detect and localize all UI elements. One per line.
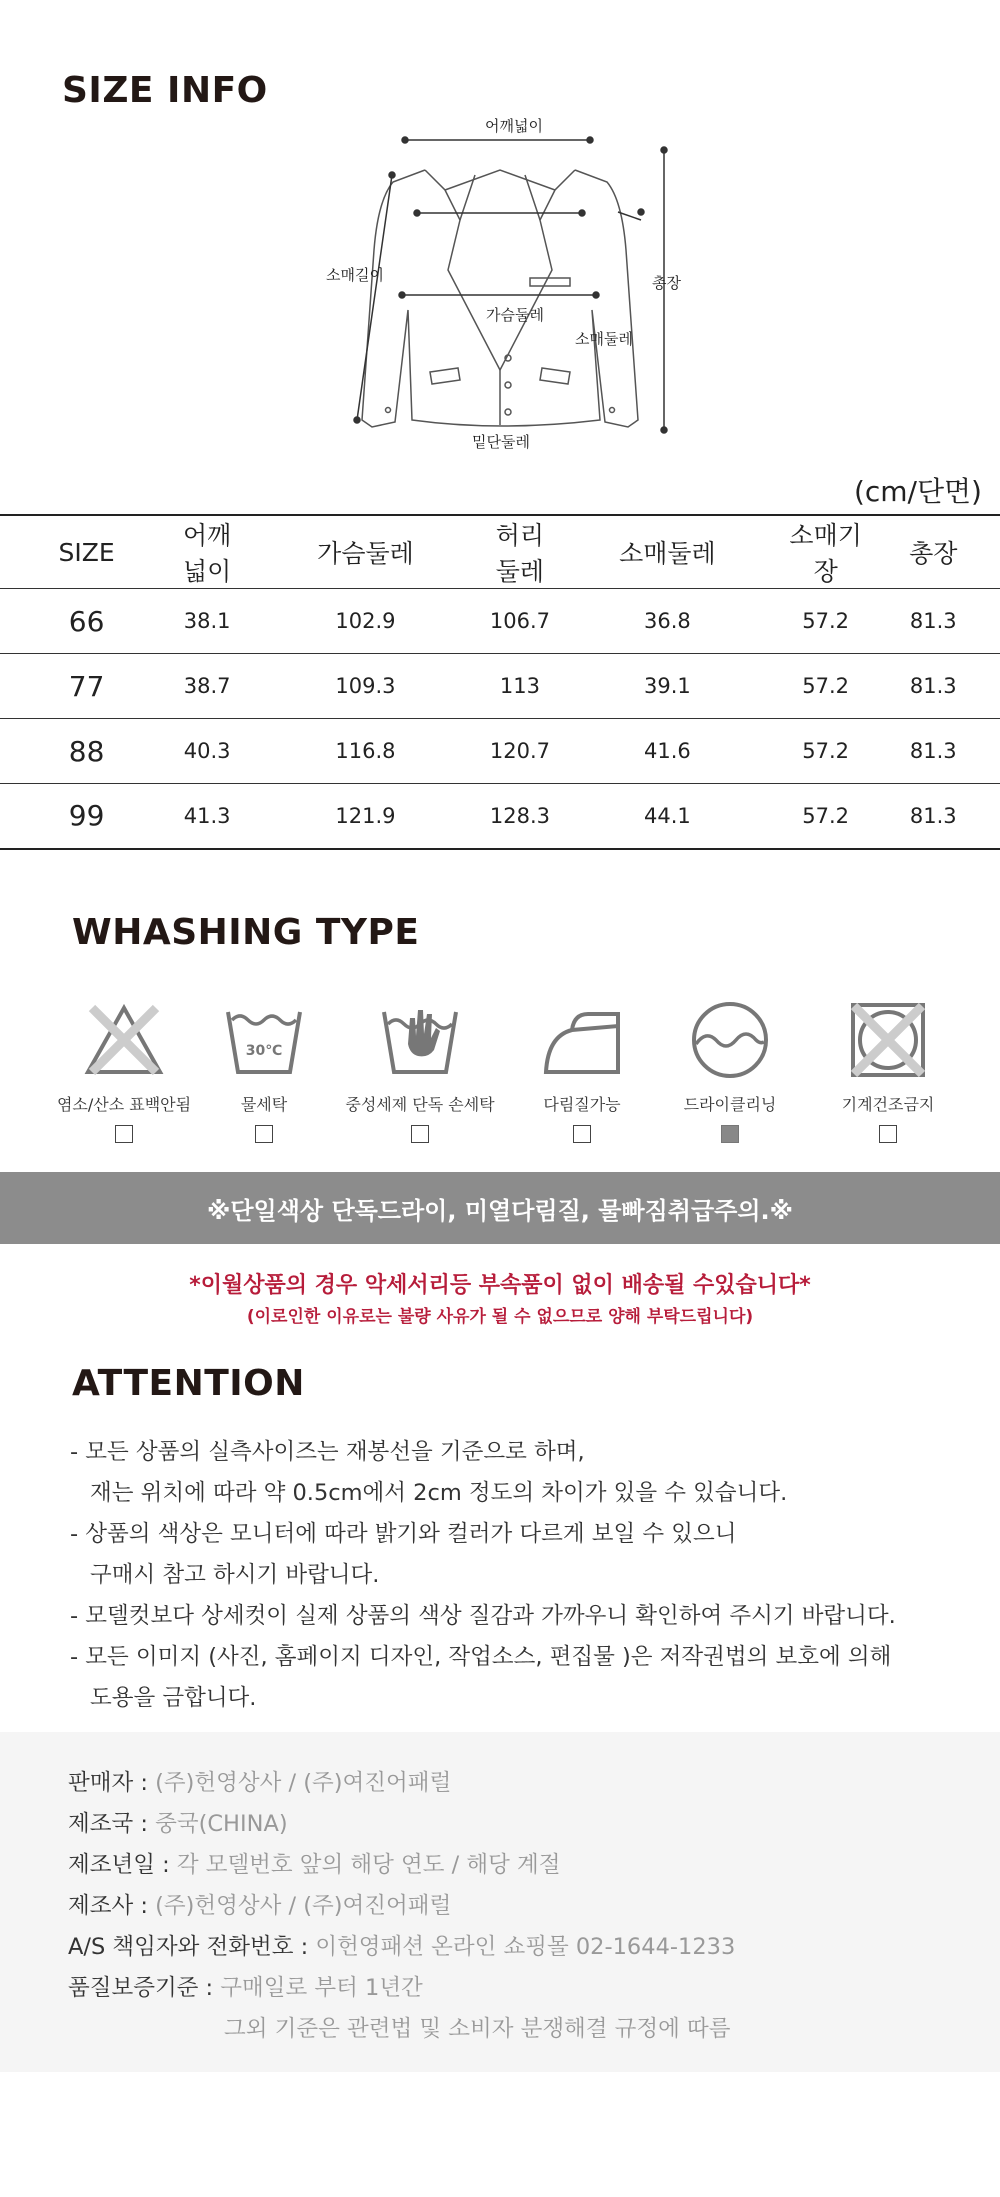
iron-icon [542,1000,622,1080]
wash-label: 중성세제 단독 손세탁 [345,1095,495,1114]
wash-checkbox [879,1125,897,1143]
table-cell: 57.2 [785,589,867,654]
unit-label: (cm/단면) [853,475,982,508]
seller-row [68,1765,451,1797]
quality-row-2 [224,2011,731,2043]
wash-label: 기계건조금지 [841,1095,935,1114]
as-value: 이헌영패션 온라인 쇼핑몰 02-1644-1233 [315,1934,736,1960]
table-cell: 106.7 [490,589,550,654]
maker-row [68,1888,451,1920]
header-waist: 허리둘레 [490,515,550,589]
country-value: 중국(CHINA) [155,1811,288,1837]
quality-key: 품질보증기준 : [68,1975,221,2001]
wash-checkbox [115,1125,133,1143]
header-size: SIZE [0,515,173,589]
wash-checkbox [255,1125,273,1143]
table-cell: 57.2 [785,784,867,849]
attention-list [70,1432,990,1719]
table-cell: 116.8 [241,719,490,784]
size-table-header-row [0,515,1000,589]
attention-line: - 모든 상품의 실측사이즈는 재봉선을 기준으로 하며, [70,1439,585,1465]
attention-line: 도용을 금합니다. [90,1685,257,1711]
wash-checkbox [573,1125,591,1143]
country-key: 제조국 : [68,1811,156,1837]
quality-row [68,1970,423,2002]
wash-checkbox-checked [721,1125,739,1143]
date-row [68,1847,561,1879]
wash-item-dry-clean [650,1000,810,1160]
table-row [0,719,1000,784]
no-bleach-icon [84,1000,164,1080]
table-cell: 40.3 [173,719,241,784]
quality-value-2: 그외 기준은 관련법 및 소비자 분쟁해결 규정에 따름 [224,2016,731,2042]
table-cell: 121.9 [241,784,490,849]
table-cell: 88 [0,719,173,784]
wash-temp-text: 30℃ [245,1043,283,1059]
table-row [0,784,1000,849]
table-cell: 57.2 [785,654,867,719]
wash-label: 다림질가능 [543,1095,621,1114]
jacket-illustration-icon [300,130,700,460]
wash-item-water-wash [184,1000,344,1160]
wash-label: 드라이클리닝 [683,1095,777,1114]
table-row [0,654,1000,719]
table-cell: 120.7 [490,719,550,784]
attention-line: 재는 위치에 따라 약 0.5cm에서 2cm 정도의 차이가 있을 수 있습니다. [90,1480,788,1506]
table-cell: 102.9 [241,589,490,654]
header-total-length: 총장 [867,515,1000,589]
dry-clean-icon [690,1000,770,1080]
table-cell: 41.6 [550,719,785,784]
hem-label: 밑단둘레 [472,433,530,451]
sleeve-length-label: 소매길이 [326,266,384,284]
table-cell: 36.8 [550,589,785,654]
maker-value: (주)헌영상사 / (주)여진어패럴 [155,1893,452,1919]
table-cell: 109.3 [241,654,490,719]
seller-key: 판매자 : [68,1770,156,1796]
jacket-size-diagram [300,117,700,460]
table-cell: 81.3 [867,719,1000,784]
table-cell: 41.3 [173,784,241,849]
attention-line: 구매시 참고 하시기 바랍니다. [90,1562,380,1588]
wash-label: 물세탁 [240,1095,288,1114]
wash-item-iron [502,1000,662,1160]
product-info-box [0,1732,1000,2072]
shoulder-label: 어깨넓이 [485,117,543,135]
sleeve-width-label: 소매둘레 [575,330,633,348]
table-cell: 81.3 [867,589,1000,654]
as-row [68,1929,735,1961]
care-notice-bar: ※단일색상 단독드라이, 미열다림질, 물빠짐취급주의.※ [0,1172,1000,1244]
header-shoulder: 어깨넓이 [173,515,241,589]
table-cell: 57.2 [785,719,867,784]
table-cell: 39.1 [550,654,785,719]
total-length-label: 총장 [652,274,681,292]
seller-value: (주)헌영상사 / (주)여진어패럴 [155,1770,452,1796]
table-cell: 66 [0,589,173,654]
no-tumble-dry-icon [848,1000,928,1080]
wash-item-no-tumble-dry [808,1000,968,1160]
wash-label: 염소/산소 표백안됨 [56,1095,192,1114]
table-row [0,589,1000,654]
table-cell: 81.3 [867,654,1000,719]
wash-item-hand-wash [340,1000,500,1160]
header-sleeve-width: 소매둘레 [550,515,785,589]
as-key: A/S 책임자와 전화번호 : [68,1934,316,1960]
hand-wash-icon [380,1000,460,1080]
washing-title: WHASHING TYPE [72,912,420,953]
table-cell: 99 [0,784,173,849]
table-cell: 38.7 [173,654,241,719]
table-cell: 77 [0,654,173,719]
warning-line-1: *이월상품의 경우 악세서리등 부속품이 없이 배송될 수있습니다* [189,1273,811,1298]
quality-value: 구매일로 부터 1년간 [220,1975,423,2001]
warning-line-2: (이로인한 이유로는 불량 사유가 될 수 없으므로 양해 부탁드립니다) [246,1307,754,1327]
wash-item-no-bleach [44,1000,204,1160]
water-wash-30-icon [224,1000,304,1080]
attention-line: - 상품의 색상은 모니터에 따라 밝기와 컬러가 다르게 보일 수 있으니 [70,1521,737,1547]
attention-line: - 모든 이미지 (사진, 홈페이지 디자인, 작업소스, 편집물 )은 저작권법의 보호에 의해 [70,1644,892,1670]
maker-key: 제조사 : [68,1893,156,1919]
attention-title: ATTENTION [72,1363,305,1404]
date-key: 제조년일 : [68,1852,177,1878]
table-cell: 128.3 [490,784,550,849]
header-sleeve-length: 소매기장 [785,515,867,589]
chest-label: 가슴둘레 [486,306,544,324]
size-info-title: SIZE INFO [62,70,268,111]
table-cell: 38.1 [173,589,241,654]
attention-line: - 모델컷보다 상세컷이 실제 상품의 색상 질감과 가까우니 확인하여 주시기 바랍니다. [70,1603,896,1629]
table-cell: 44.1 [550,784,785,849]
size-table [0,514,1000,850]
header-chest: 가슴둘레 [241,515,490,589]
date-value: 각 모델번호 앞의 해당 연도 / 해당 계절 [176,1852,561,1878]
wash-checkbox [411,1125,429,1143]
country-row [68,1806,288,1838]
table-cell: 113 [490,654,550,719]
table-cell: 81.3 [867,784,1000,849]
